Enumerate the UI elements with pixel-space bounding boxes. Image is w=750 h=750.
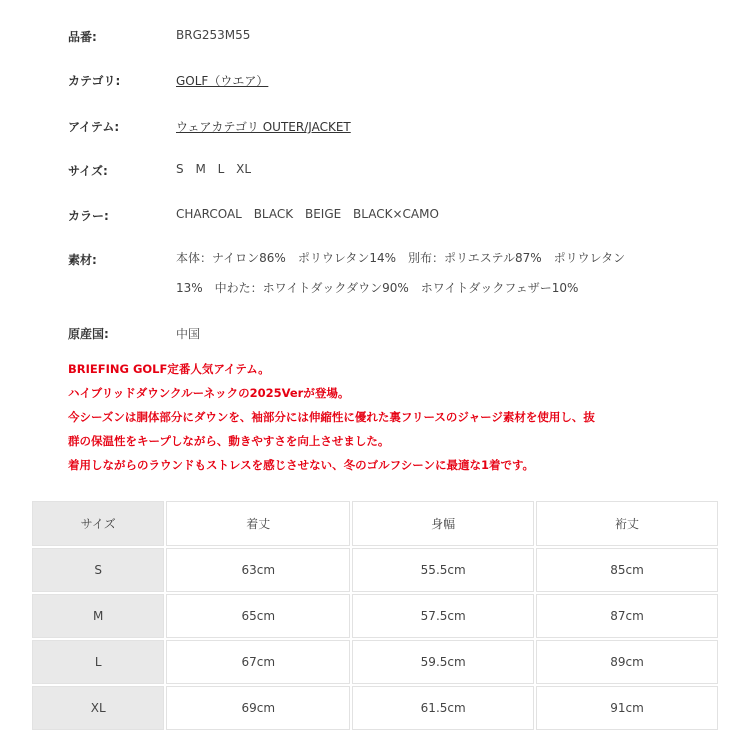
product-code-label: 品番:: [68, 30, 97, 44]
length-cell: 69cm: [166, 686, 350, 730]
table-row: [32, 594, 718, 638]
size-option-m: M: [195, 162, 206, 176]
length-cell: 65cm: [166, 594, 350, 638]
sleeve-cell: 85cm: [536, 548, 718, 592]
size-option-xl: XL: [236, 162, 252, 176]
color-option-beige: BEIGE: [304, 207, 342, 221]
sleeve-cell: 87cm: [536, 594, 718, 638]
sleeve-cell: 89cm: [536, 640, 718, 684]
origin-label: 原産国:: [68, 327, 109, 341]
material-line-1: 本体：ナイロン86% ポリウレタン14% 別布：ポリエステル87% ポリウレタン: [176, 251, 626, 265]
length-cell: 63cm: [166, 548, 350, 592]
material-label: 素材:: [68, 253, 97, 267]
description-line: 群の保温性をキープしながら、動きやすさを向上させました。: [68, 434, 390, 448]
chest-cell: 55.5cm: [352, 548, 534, 592]
origin-value: 中国: [176, 327, 201, 341]
length-cell: 67cm: [166, 640, 350, 684]
description-line: ハイブリッドダウンクルーネックの2025Verが登場。: [68, 386, 350, 400]
size-cell: S: [32, 548, 164, 592]
color-option-black: BLACK: [253, 207, 294, 221]
sleeve-cell: 91cm: [536, 686, 718, 730]
product-description: [68, 357, 718, 477]
size-cell: XL: [32, 686, 164, 730]
size-option-l: L: [217, 162, 225, 176]
size-values: [176, 162, 259, 176]
table-row: [32, 548, 718, 592]
table-row: [32, 640, 718, 684]
header-chest: 身幅: [352, 501, 534, 546]
header-sleeve: 裄丈: [536, 501, 718, 546]
header-size: サイズ: [32, 501, 164, 546]
size-cell: M: [32, 594, 164, 638]
color-label: カラー:: [68, 209, 109, 223]
size-label: サイズ:: [68, 164, 108, 178]
chest-cell: 57.5cm: [352, 594, 534, 638]
material-value: [176, 243, 696, 303]
table-row: [32, 686, 718, 730]
size-table: [30, 499, 720, 732]
size-cell: L: [32, 640, 164, 684]
description-line: BRIEFING GOLF定番人気アイテム。: [68, 362, 270, 376]
category-label: カテゴリ:: [68, 74, 121, 88]
description-line: 着用しながらのラウンドもストレスを感じさせない、冬のゴルフシーンに最適な1着です。: [68, 458, 535, 472]
product-code-value: BRG253M55: [176, 28, 251, 42]
material-line-2: 13% 中わた：ホワイトダックダウン90% ホワイトダックフェザー10%: [176, 281, 579, 295]
header-length: 着丈: [166, 501, 350, 546]
color-option-charcoal: CHARCOAL: [176, 207, 242, 221]
category-link[interactable]: GOLF（ウエア）: [176, 74, 269, 88]
chest-cell: 61.5cm: [352, 686, 534, 730]
color-values: [176, 207, 439, 221]
item-label: アイテム:: [68, 120, 120, 134]
size-option-s: S: [176, 162, 184, 176]
color-option-black-camo: BLACK×CAMO: [353, 207, 439, 221]
size-table-header-row: [32, 501, 718, 546]
description-line: 今シーズンは胴体部分にダウンを、袖部分には伸縮性に優れた裏フリースのジャージ素材を使用し、抜: [68, 410, 595, 424]
item-link[interactable]: ウェアカテゴリ OUTER/JACKET: [176, 120, 351, 134]
chest-cell: 59.5cm: [352, 640, 534, 684]
